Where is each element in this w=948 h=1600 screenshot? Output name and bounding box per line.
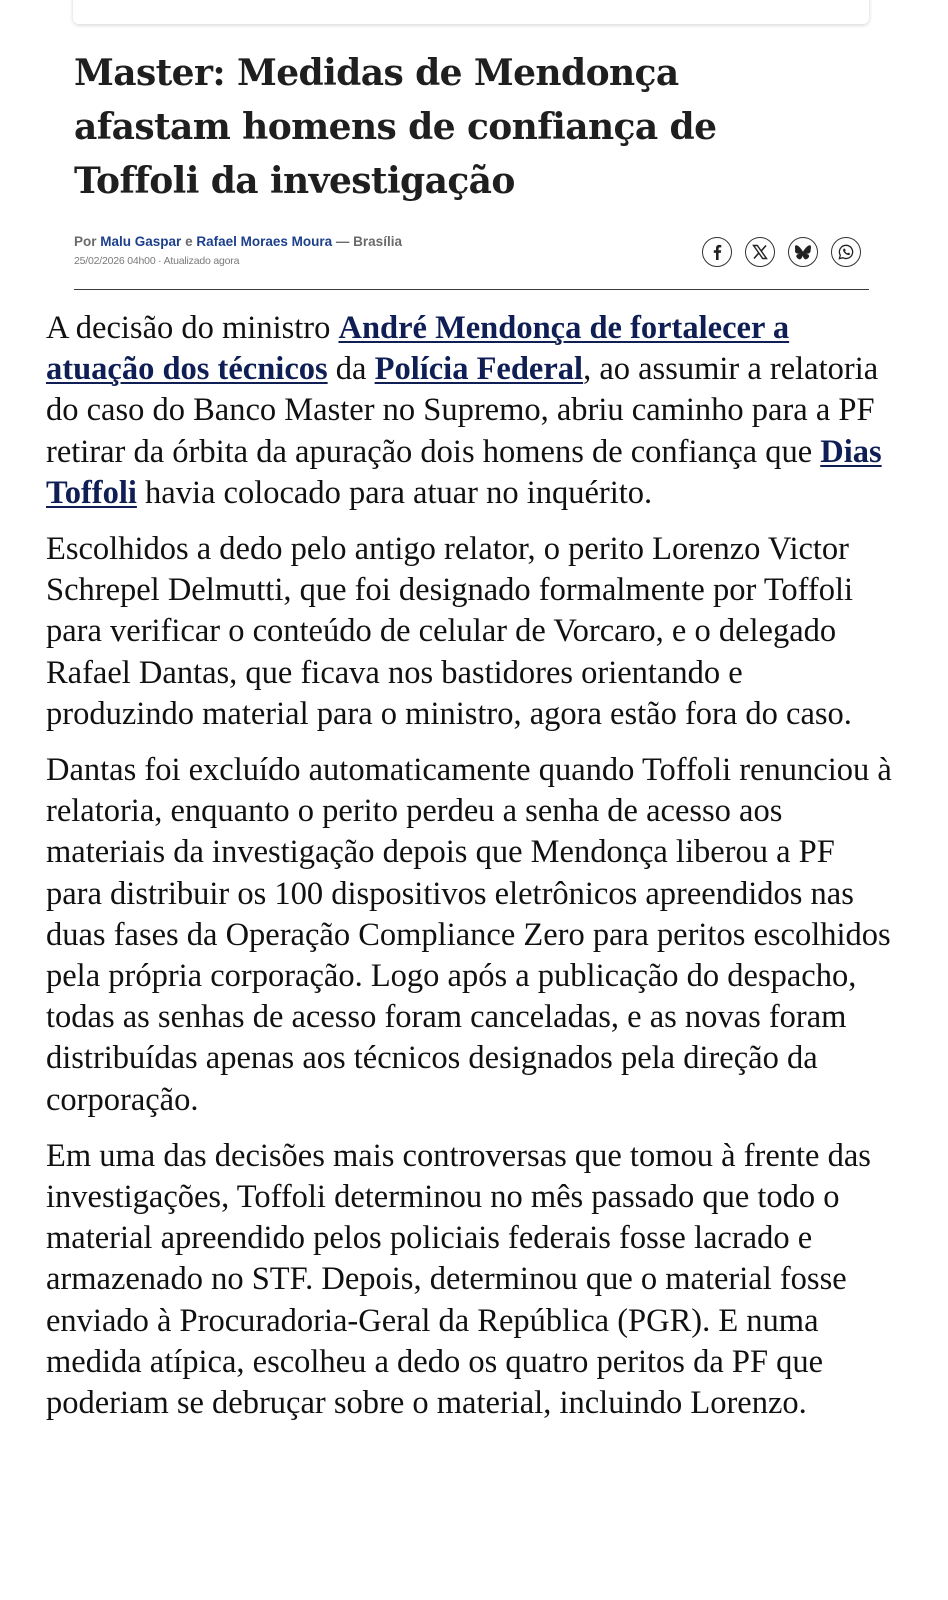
whatsapp-icon <box>838 244 854 260</box>
byline <box>74 234 402 249</box>
share-x-button[interactable] <box>745 237 775 267</box>
paragraph-1 <box>46 308 896 514</box>
dateline: 25/02/2026 04h00 · Atualizado agora <box>74 255 240 267</box>
link-dias-toffoli[interactable]: Dias Toffoli <box>46 433 882 511</box>
facebook-icon <box>710 244 724 260</box>
bluesky-icon <box>795 245 811 260</box>
article-body <box>46 308 896 1439</box>
paragraph-2: Escolhidos a dedo pelo antigo relator, o perito Lorenzo Victor Schrepel Delmutti, que foi designado formalmente por Toffoli para verificar o conteúdo de celular de Vorcaro, e o delegado Rafael Dantas, que ficava nos bastidores orientando e produzindo material para o ministro, agora estão fora do caso. <box>46 531 854 732</box>
link-andre-mendonca[interactable]: André Mendonça de fortalecer a atuação dos técnicos <box>46 310 790 388</box>
text-span: , ao assumir a relatoria do caso do Banco Master no Supremo, abriu caminho para a PF retirar da órbita da apuração dois homens de confiança que <box>46 351 879 470</box>
share-facebook-button[interactable] <box>702 237 732 267</box>
paragraph-3: Dantas foi excluído automaticamente quando Toffoli renunciou à relatoria, enquanto o perito perdeu a senha de acesso aos materiais da investigação depois que Mendonça liberou a PF para distribuir os 100 dispositivos eletrônicos apreendidos nas duas fases da Operação Compliance Zero para peritos escolhidos pela própria corporação. Logo após a publicação do despacho, todas as senhas de acesso foram canceladas, e as novas foram distribuídas apenas aos técnicos designados pela direção da corporação. <box>46 752 892 1118</box>
x-icon <box>752 244 768 260</box>
share-bar <box>702 237 861 267</box>
paragraph-4: Em uma das decisões mais controversas que tomou à frente das investigações, Toffoli determinou no mês passado que todo o material apreendido pelos policiais federais fosse lacrado e armazenado no STF. Depois, determinou que o material fosse enviado à Procuradoria-Geral da República (PGR). E numa medida atípica, escolheu a dedo os quatro peritos da PF que poderiam se debruçar sobre o material, incluindo Lorenzo. <box>46 1137 871 1422</box>
share-whatsapp-button[interactable] <box>831 237 861 267</box>
byline-prefix: Por <box>74 234 97 249</box>
article-headline: Master: Medidas de Mendonça afastam homens de confiança de Toffoli da investigação <box>74 52 717 202</box>
author-link-2[interactable]: Rafael Moraes Moura <box>196 234 333 249</box>
author-link-1[interactable]: Malu Gaspar <box>100 234 182 249</box>
text-span: havia colocado para atuar no inquérito. <box>136 474 653 511</box>
top-card <box>73 0 869 24</box>
byline-location: — Brasília <box>335 234 402 249</box>
text-span: da <box>327 351 375 388</box>
text-span: A decisão do ministro <box>46 310 339 346</box>
link-policia-federal[interactable]: Polícia Federal <box>374 351 584 388</box>
byline-conjunction: e <box>185 234 193 249</box>
share-bluesky-button[interactable] <box>788 237 818 267</box>
divider <box>74 289 869 290</box>
